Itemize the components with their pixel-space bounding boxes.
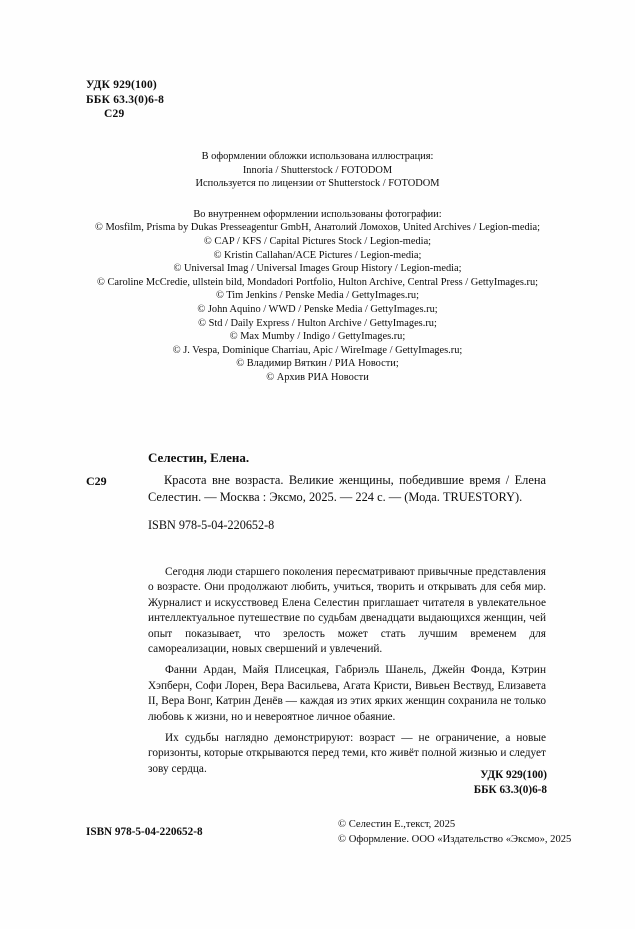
interior-credits-line: © Caroline McCredie, ullstein bild, Mondadori Portfolio, Hulton Archive, Central Press / GettyImages.ru; xyxy=(96,276,539,288)
copyright-block xyxy=(338,818,571,847)
cover-credits xyxy=(48,150,587,191)
interior-credits-line: © John Aquino / WWD / Penske Media / GettyImages.ru; xyxy=(197,303,438,315)
udk-code-bottom: УДК 929(100) xyxy=(480,769,547,781)
interior-credits-line: © Std / Daily Express / Hulton Archive / GettyImages.ru; xyxy=(198,317,437,329)
interior-credits-line: © Mosfilm, Prisma by Dukas Presseagentur GmbH, Анатолий Ломохов, United Archives / Legion-media; xyxy=(94,222,541,234)
bbk-code: ББК 63.3(0)6-8 xyxy=(86,93,165,106)
cip-shelf-code: С29 xyxy=(86,474,107,488)
cover-credits-heading: В оформлении обложки использована иллюстрация: xyxy=(201,151,434,162)
isbn-main: ISBN 978-5-04-220652-8 xyxy=(148,518,275,532)
interior-credits-line: © Архив РИА Новости xyxy=(266,371,369,383)
cataloguing-block xyxy=(86,450,546,533)
annotation-paragraph: Сегодня люди старшего поколения пересматривают привычные представления о возрасте. Они продолжают любить, учиться, творить и открывать для себя мир. Журналист и искусствовед Елена Селестин приглашает читателя в увлекательное интеллектуальное путешествие по судьбам двенадцати выдающихся женщин, чей опыт показывает, что зрелость может стать лучшим временем для самореализации, новых свершений и увлечений. xyxy=(148,566,546,656)
classification-bottom xyxy=(474,768,547,797)
interior-credits-line: © CAP / KFS / Capital Pictures Stock / Legion-media; xyxy=(203,235,432,247)
interior-credits-line: © Kristin Callahan/ACE Pictures / Legion-media; xyxy=(213,249,422,261)
annotation-paragraph: Их судьбы наглядно демонстрируют: возраст — не ограничение, а новые горизонты, которые открываются перед теми, кто живёт полной жизнью и следует зову сердца. xyxy=(148,732,546,775)
bbk-code-bottom: ББК 63.3(0)6-8 xyxy=(473,783,547,796)
interior-credits xyxy=(48,208,587,385)
annotation-block xyxy=(148,565,546,777)
classification-block xyxy=(86,78,164,122)
annotation-paragraph: Фанни Ардан, Майя Плисецкая, Габриэль Шанель, Джейн Фонда, Кэтрин Хэпберн, Софи Лорен, Вера Васильева, Агата Кристи, Вивьен Вествуд, Елизавета II, Вера Вонг, Катрин Денёв — каждая из этих ярких женщин сохранила не только любовь к жизни, но и невероятное личное обаяние. xyxy=(148,664,546,723)
cip-description xyxy=(148,472,546,505)
isbn-bottom: ISBN 978-5-04-220652-8 xyxy=(86,826,203,838)
cip-description-text: Красота вне возраста. Великие женщины, победившие время / Елена Селестин. — Москва : Эксмо, 2025. — 224 с. — (Мода. TRUESTORY). xyxy=(148,473,546,504)
cover-credits-line: Используется по лицензии от Shutterstock / FOTODOM xyxy=(195,178,440,190)
cip-author: Селестин, Елена. xyxy=(148,450,250,465)
udk-code: УДК 929(100) xyxy=(86,79,157,91)
interior-credits-line: © Tim Jenkins / Penske Media / GettyImages.ru; xyxy=(216,290,419,302)
interior-credits-line: © Universal Imag / Universal Images Group History / Legion-media; xyxy=(173,263,462,275)
credits-section xyxy=(48,150,587,385)
copyright-line: © Селестин Е.,текст, 2025 xyxy=(338,819,456,830)
copyright-line: © Оформление. ООО «Издательство «Эксмо», 2025 xyxy=(338,833,572,845)
cover-credits-line: Innoria / Shutterstock / FOTODOM xyxy=(242,164,393,176)
interior-credits-heading: Во внутреннем оформлении использованы фотографии: xyxy=(193,208,442,220)
interior-credits-line: © Max Mumby / Indigo / GettyImages.ru; xyxy=(229,331,406,343)
author-sign-code: С29 xyxy=(104,108,125,120)
interior-credits-line: © J. Vespa, Dominique Charriau, Apic / WireImage / GettyImages.ru; xyxy=(172,344,463,356)
interior-credits-line: © Владимир Вяткин / РИА Новости; xyxy=(236,358,399,370)
